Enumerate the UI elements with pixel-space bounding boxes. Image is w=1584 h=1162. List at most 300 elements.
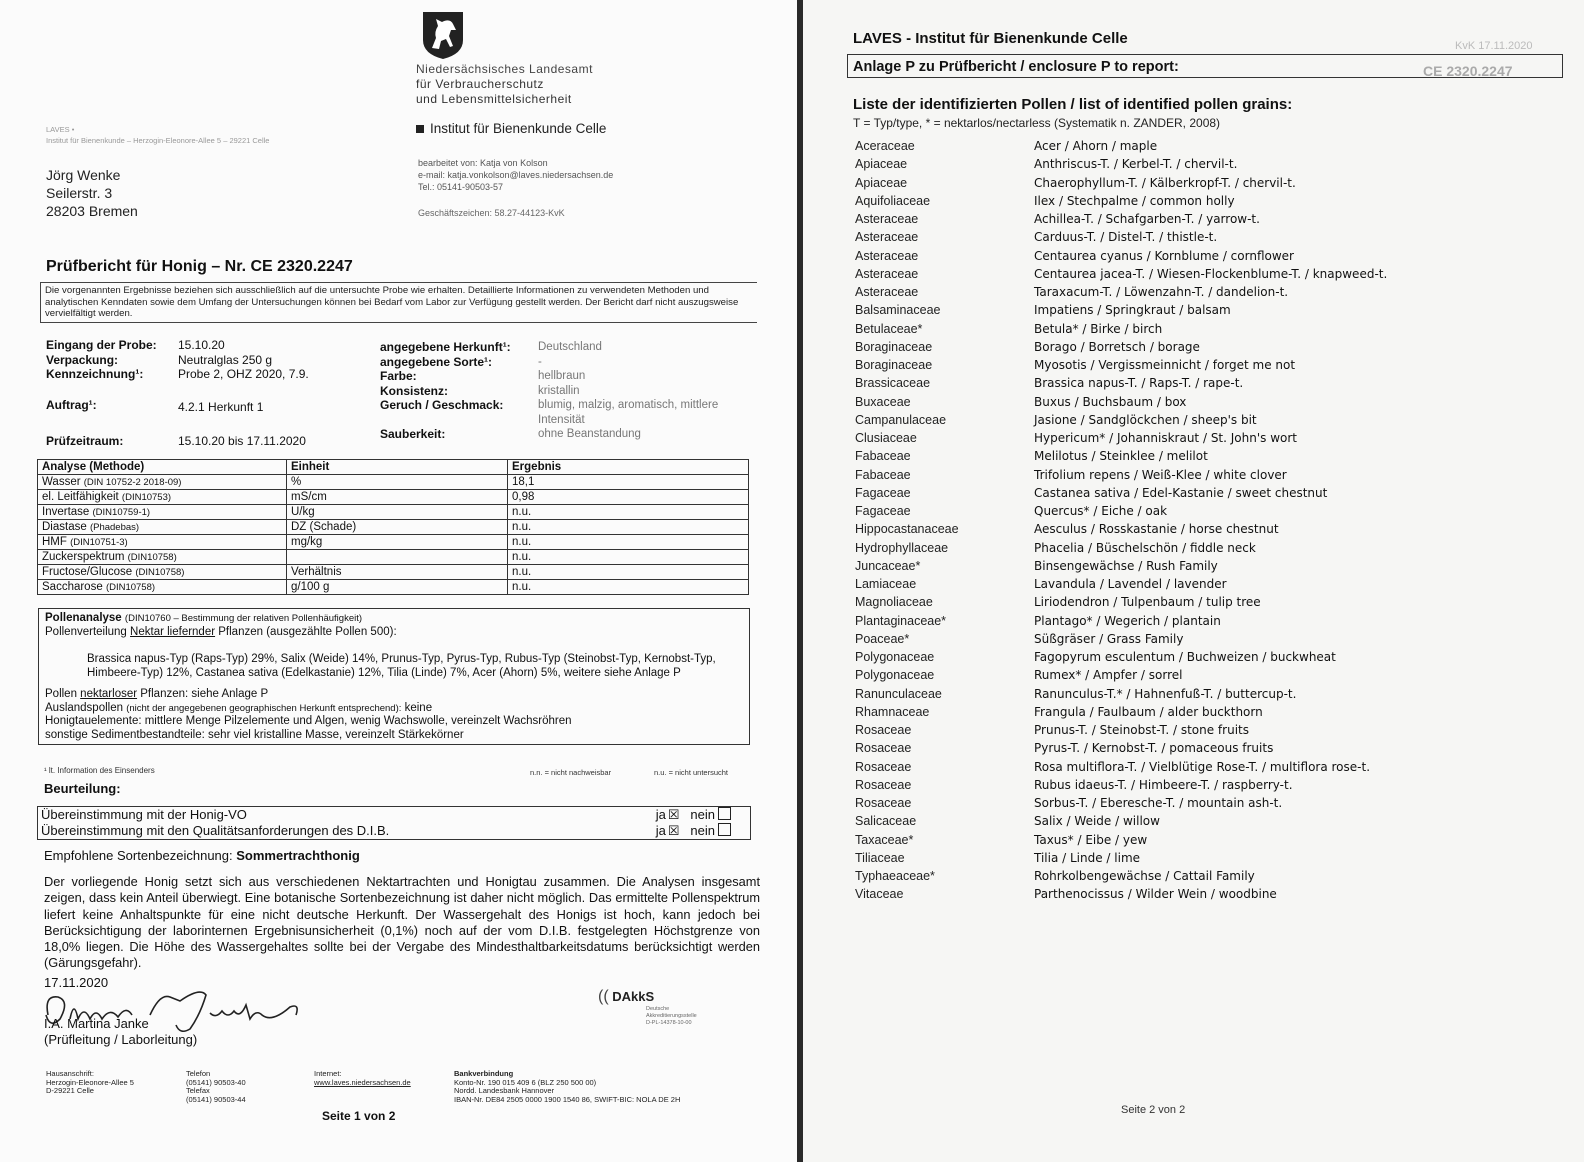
pollen-family: Typhaeaceae*: [855, 869, 935, 883]
text-part: Pflanzen (ausgezählte Pollen 500):: [218, 625, 397, 638]
conformity-row: [41, 807, 747, 823]
pollen-taxon: Prunus-T. / Steinobst-T. / stone fruits: [1034, 723, 1249, 737]
pollen-family: Asteraceae: [855, 248, 919, 263]
meta-row: [380, 398, 748, 427]
list-item: [855, 575, 1387, 593]
pollen-taxon: Trifolium repens / Weiß-Klee / white clover: [1034, 467, 1287, 482]
list-item: [855, 466, 1387, 484]
pollen-family: Fabaceae: [855, 467, 911, 482]
pollen-taxon: Rumex* / Ampfer / sorrel: [1034, 668, 1183, 683]
pollen-taxon: Liriodendron / Tulpenbaum / tulip tree: [1034, 595, 1261, 610]
page2-report-number: CE 2320.2247: [1423, 63, 1513, 79]
pollen-taxon: Binsengewächse / Rush Family: [1034, 558, 1218, 573]
analysis-method: (DIN10758): [135, 566, 185, 578]
pollen-taxon: Tilia / Linde / lime: [1034, 850, 1141, 865]
pollen-taxon: Melilotus / Steinklee / melilot: [1034, 449, 1208, 464]
page2-subheader: Anlage P zu Prüfbericht / enclosure P to report:: [853, 59, 1179, 75]
meta-key: Verpackung:: [46, 352, 119, 367]
analysis-result: n.u.: [508, 550, 749, 565]
meta-key: Sauberkeit:: [380, 427, 446, 441]
list-item: [855, 283, 1387, 301]
variety-value: Sommertrachthonig: [236, 848, 360, 863]
pollen-taxon: Parthenocissus / Wilder Wein / woodbine: [1034, 887, 1277, 902]
analysis-method: (DIN10758): [105, 581, 156, 593]
footer-line: Internet:: [314, 1069, 342, 1078]
analysis-label: Diastase: [42, 520, 87, 533]
pollen-family: Boraginaceae: [855, 339, 933, 354]
lower-saxony-horse-logo: [420, 10, 466, 60]
list-item: [855, 265, 1387, 283]
list-item: [855, 703, 1387, 721]
signer-block: [44, 1016, 197, 1048]
list-item: [855, 849, 1387, 867]
dakks-sub-line: Akkreditierungsstelle: [646, 1013, 697, 1019]
pollen-family: Poaceae*: [855, 631, 910, 646]
sample-meta-left: [46, 338, 309, 448]
list-item: [855, 228, 1387, 246]
pollen-family: Fagaceae: [855, 485, 911, 500]
recommended-variety: [44, 848, 360, 863]
list-item: [855, 484, 1387, 502]
foreign-pollen-line: [45, 702, 745, 716]
pollen-taxon: Süßgräser / Grass Family: [1034, 631, 1184, 646]
pollen-taxon: Frangula / Faulbaum / alder buckthorn: [1034, 704, 1263, 719]
list-item: [855, 831, 1387, 849]
sender-line-2: Institut für Bienenkunde – Herzogin-Eleonore-Allee 5 – 29221 Celle: [46, 136, 270, 145]
list-item: [855, 320, 1387, 338]
list-item: [855, 447, 1387, 465]
analysis-name: [38, 535, 287, 550]
analysis-result: n.u.: [508, 505, 749, 520]
meta-row: [46, 353, 309, 368]
disclaimer: Die vorgenannten Ergebnisse beziehen sich ausschließlich auf die untersuchte Probe wie erhalten. Detaillierte Informationen zu verwendeten Methoden und analytischen Kenndaten sowie dem Umfang der Untersuchungen können bei Bedarf vom Labor zur Verfügung gestellt werden. Der Bericht darf nicht auszugsweise vervielfältigt werden.: [40, 282, 757, 323]
footer-line: Telefax: [186, 1086, 210, 1095]
meta-key: Farbe:: [380, 369, 417, 383]
pollen-family: Ranunculaceae: [855, 686, 942, 701]
square-bullet-icon: [416, 125, 424, 133]
footer-phone: [186, 1070, 246, 1104]
pollen-family: Magnoliaceae: [855, 595, 933, 610]
sender-line-1: LAVES •: [46, 125, 75, 134]
pollen-family: Rhamnaceae: [855, 704, 930, 719]
meta-value: ohne Beanstandung: [538, 428, 641, 440]
pollen-taxon: Lavandula / Lavendel / lavender: [1034, 577, 1227, 591]
analysis-method: (DIN10758): [127, 551, 177, 563]
agency-line: und Lebensmittelsicherheit: [416, 92, 572, 106]
pollen-taxon: Acer / Ahorn / maple: [1034, 139, 1158, 153]
dakks-subtitle: [646, 1006, 697, 1027]
pollen-list-legend: T = Typ/type, * = nektarlos/nectarless (Systematik n. ZANDER, 2008): [853, 116, 1221, 130]
meta-key: Prüfzeitraum:: [46, 433, 124, 448]
table-row: [38, 505, 749, 520]
pollen-taxon: Plantago* / Wegerich / plantain: [1034, 613, 1221, 628]
pollen-taxon: Centaurea cyanus / Kornblume / cornflower: [1034, 248, 1294, 263]
meta-key: Auftrag¹:: [46, 397, 97, 412]
meta-key: Geruch / Geschmack:: [380, 398, 504, 412]
table-row: [38, 535, 749, 550]
meta-value: kristallin: [538, 384, 580, 397]
analysis-label: Wasser: [42, 475, 81, 488]
analysis-unit: g/100 g: [287, 580, 508, 595]
footer-line: Telefon: [186, 1069, 211, 1078]
pollen-family: Hippocastanaceae: [855, 522, 959, 537]
meta-value: Neutralglas 250 g: [178, 352, 273, 367]
footer-web: [314, 1070, 411, 1087]
table-row: [38, 520, 749, 535]
meta-key: Kennzeichnung¹:: [46, 367, 144, 381]
pollen-taxon: Salix / Weide / willow: [1034, 814, 1160, 829]
sediment-line: sonstige Sedimentbestandteile: sehr viel kristalline Masse, vereinzelt Stärkekörner: [45, 728, 464, 741]
conformity-row: [41, 823, 747, 839]
pollen-taxon: Chaerophyllum-T. / Kälberkropf-T. / chervil-t.: [1034, 175, 1296, 190]
list-item: [855, 721, 1387, 739]
pollen-taxon: Myosotis / Vergissmeinnicht / forget me not: [1034, 358, 1296, 372]
conformity-label: Übereinstimmung mit der Honig-VO: [41, 807, 247, 822]
analysis-method: (Phadebas): [89, 521, 140, 533]
analysis-method: (DIN10759-1): [92, 506, 151, 518]
pollen-taxon: Borago / Borretsch / borage: [1034, 339, 1200, 354]
analysis-name: [38, 580, 287, 595]
checked-box-icon: ☒: [667, 807, 680, 822]
footnote-nu: n.u. = nicht untersucht: [654, 768, 729, 777]
analysis-result: n.u.: [508, 520, 749, 535]
table-row: [38, 580, 749, 595]
analysis-label: Fructose/Glucose: [42, 565, 133, 578]
institute-name: [416, 121, 606, 136]
analysis-unit: U/kg: [287, 505, 508, 520]
meta-value: 15.10.20 bis 17.11.2020: [178, 433, 306, 448]
footer-bank: [454, 1070, 680, 1104]
pollen-family: Plantaginaceae*: [855, 613, 947, 628]
footer-line: (05141) 90503-40: [186, 1077, 246, 1087]
list-item: [855, 776, 1387, 794]
meta-value: -: [538, 355, 542, 368]
list-item: [855, 593, 1387, 611]
institute-label: Institut für Bienenkunde Celle: [430, 121, 607, 136]
pollen-taxon: Buxus / Buchsbaum / box: [1034, 394, 1187, 409]
pollen-family: Juncaceae*: [855, 558, 921, 573]
pollen-family: Asteraceae: [855, 285, 919, 299]
pollen-heading-bold: Pollenanalyse: [45, 612, 122, 624]
pollen-family: Vitaceae: [855, 887, 904, 902]
sender-line: [46, 124, 269, 146]
signer-role: (Prüfleitung / Laborleitung): [44, 1032, 198, 1047]
pollen-family: Fagaceae: [855, 504, 911, 518]
meta-row: [380, 340, 748, 355]
report-page-2: [803, 0, 1584, 1162]
pollen-family: Betulaceae*: [855, 321, 923, 336]
analysis-name: [38, 565, 287, 580]
analysis-unit: Verhältnis: [287, 565, 508, 580]
text-part: keine: [404, 701, 433, 714]
pollen-taxon: Quercus* / Eiche / oak: [1034, 504, 1168, 518]
footer-line: Hausanschrift:: [46, 1069, 94, 1078]
pollen-family: Rosaceae: [855, 759, 912, 774]
pollen-taxon: Aesculus / Rosskastanie / horse chestnut: [1034, 522, 1279, 537]
col-header-unit: Einheit: [287, 460, 508, 475]
agency-line: Niedersächsisches Landesamt: [416, 62, 593, 76]
pollen-taxon: Taxus* / Eibe / yew: [1034, 832, 1148, 847]
meta-row: [46, 367, 309, 382]
text-part: nektarloser: [80, 688, 138, 700]
list-item: [855, 174, 1387, 192]
meta-key: angegebene Sorte¹:: [380, 354, 493, 369]
list-item: [855, 192, 1387, 210]
signer-name: I.A. Martina Janke: [44, 1016, 149, 1031]
col-header-result: Ergebnis: [508, 460, 749, 475]
variety-label: Empfohlene Sortenbezeichnung:: [44, 848, 233, 863]
pollen-taxon: Pyrus-T. / Kernobst-T. / pomaceous fruits: [1034, 741, 1274, 756]
footnote-sender: ¹ lt. Information des Einsenders: [44, 766, 155, 775]
assessment-label: Beurteilung:: [44, 781, 121, 796]
recipient-line: Seilerstr. 3: [46, 185, 113, 201]
dakks-label: DAkkS: [612, 989, 655, 1004]
list-item: [855, 429, 1387, 447]
pollen-family: Rosaceae: [855, 796, 912, 810]
pollen-family: Taxaceae*: [855, 832, 914, 847]
text-part: Auslandspollen: [45, 701, 124, 714]
list-item: [855, 210, 1387, 228]
pollen-taxon: Brassica napus-T. / Raps-T. / rape-t.: [1034, 376, 1244, 391]
list-item: [855, 666, 1387, 684]
footnote-nn: n.n. = nicht nachweisbar: [530, 768, 612, 777]
checked-box-icon: ☒: [667, 823, 680, 838]
pollen-taxon: Rubus idaeus-T. / Himbeere-T. / raspberry-t.: [1034, 777, 1293, 792]
footer-line: IBAN-Nr. DE84 2505 0000 1900 1540 86, SWIFT-BIC: NOLA DE 2H: [454, 1094, 681, 1104]
list-item: [855, 411, 1387, 429]
pollen-family: Boraginaceae: [855, 358, 933, 372]
text-part: Pflanzen: siehe Anlage P: [140, 688, 269, 700]
pollen-taxon: Betula* / Birke / birch: [1034, 321, 1163, 336]
analysis-label: Zuckerspektrum: [42, 550, 125, 563]
analysis-table: [37, 459, 749, 595]
list-item: [855, 758, 1387, 776]
list-item: [855, 502, 1387, 520]
meta-key: Eingang der Probe:: [46, 338, 157, 352]
text-part: (nicht der angegebenen geographischen Herkunft entsprechend):: [126, 702, 402, 714]
list-item: [855, 338, 1387, 356]
analysis-unit: %: [287, 475, 508, 490]
text-part: Nektar liefernder: [130, 625, 216, 638]
pollen-taxon: Fagopyrum esculentum / Buchweizen / buckwheat: [1034, 650, 1336, 664]
pollen-family: Hydrophyllaceae: [855, 540, 949, 555]
ja-label: ja: [655, 807, 666, 822]
pollen-taxon: Rohrkolbengewächse / Cattail Family: [1034, 869, 1255, 883]
analysis-result: n.u.: [508, 580, 749, 595]
pollen-family: Apiaceae: [855, 157, 908, 172]
pollen-taxon: Hypericum* / Johanniskraut / St. John's wort: [1034, 431, 1298, 445]
analysis-result: 18,1: [508, 475, 749, 490]
pollen-family: Salicaceae: [855, 814, 917, 829]
analysis-method: (DIN10753): [121, 491, 172, 503]
meta-value: 4.2.1 Herkunft 1: [178, 399, 264, 414]
meta-value: 15.10.20: [178, 338, 225, 352]
conformity-options: [656, 807, 731, 823]
meta-value: Probe 2, OHZ 2020, 7.9.: [178, 367, 309, 381]
list-item: [855, 356, 1387, 374]
conformity-box: [37, 806, 751, 840]
list-item: [855, 794, 1387, 812]
analysis-result: n.u.: [508, 535, 749, 550]
analysis-result: n.u.: [508, 565, 749, 580]
unchecked-box-icon: [718, 807, 731, 820]
reference-number: Geschäftszeichen: 58.27-44123-KvK: [418, 208, 565, 218]
list-item: [855, 867, 1387, 885]
meta-value: Deutschland: [538, 341, 602, 353]
list-item: [855, 301, 1387, 319]
analysis-name: [38, 550, 287, 565]
list-item: [855, 630, 1387, 648]
report-date: 17.11.2020: [44, 975, 109, 990]
contact-line: e-mail: katja.vonkolson@laves.niedersachsen.de: [418, 170, 614, 180]
pollen-list: [855, 137, 1387, 904]
pollen-family: Asteraceae: [855, 212, 919, 226]
pollen-family: Buxaceae: [855, 394, 911, 409]
report-title: Prüfbericht für Honig – Nr. CE 2320.2247: [46, 258, 353, 275]
footer-line: (05141) 90503-44: [186, 1094, 246, 1104]
dakks-sub-line: Deutsche: [646, 1006, 670, 1012]
contact-block: [418, 157, 613, 193]
analysis-unit: mS/cm: [287, 490, 508, 505]
dakks-sub-line: D-PL-14378-10-00: [646, 1020, 692, 1026]
pollen-family: Asteraceae: [855, 230, 919, 245]
pollen-taxon: Ranunculus-T.* / Hahnenfuß-T. / buttercup-t.: [1034, 686, 1297, 701]
analysis-method: (DIN 10752-2 2018-09): [83, 476, 182, 488]
pollen-family: Lamiaceae: [855, 577, 917, 591]
analysis-label: Invertase: [42, 505, 90, 518]
pollen-family: Aceraceae: [855, 139, 915, 153]
analysis-result: 0,98: [508, 490, 749, 505]
pollen-family: Campanulaceae: [855, 412, 947, 427]
pollen-family: Clusiaceae: [855, 431, 917, 445]
nectarless-line: [45, 688, 745, 702]
nein-label: nein: [690, 823, 715, 838]
meta-value: hellbraun: [538, 370, 586, 382]
list-item: [855, 739, 1387, 757]
pollen-spectrum: Brassica napus-Typ (Raps-Typ) 29%, Salix (Weide) 14%, Prunus-Typ, Pyrus-Typ, Rubus-Typ (Steinobst-Typ, Kernobst-Typ, Himbeere-Typ) 12%, Castanea sativa (Edelkastanie) 12%, Tilia (Linde) 7%, Acer (Ahorn) 5%, weitere siehe Anlage P: [87, 653, 716, 679]
pollen-taxon: Anthriscus-T. / Kerbel-T. / chervil-t.: [1034, 157, 1238, 172]
table-row: [38, 475, 749, 490]
list-item: [855, 557, 1387, 575]
unchecked-box-icon: [718, 823, 731, 836]
pollen-distribution-line: [45, 626, 745, 640]
pollen-family: Tiliaceae: [855, 850, 905, 865]
footer-line: Konto-Nr. 190 015 409 6 (BLZ 250 500 00): [454, 1077, 597, 1087]
meta-row: [46, 420, 309, 449]
pollen-taxon: Taraxacum-T. / Löwenzahn-T. / dandelion-t.: [1034, 285, 1289, 299]
contact-line: bearbeitet von: Katja von Kolson: [418, 158, 548, 168]
analysis-header-row: [38, 460, 749, 475]
analysis-name: [38, 490, 287, 505]
meta-value: blumig, malzig, aromatisch, mittlere Intensität: [538, 399, 719, 426]
pollen-family: Rosaceae: [855, 741, 912, 756]
meta-row: [380, 384, 748, 399]
analysis-label: HMF: [42, 535, 67, 548]
list-item: [855, 520, 1387, 538]
pollen-taxon: Centaurea jacea-T. / Wiesen-Flockenblume-T. / knapweed-t.: [1034, 266, 1388, 281]
list-item: [855, 539, 1387, 557]
analysis-name: [38, 475, 287, 490]
list-item: [855, 393, 1387, 411]
meta-key: angegebene Herkunft¹:: [380, 340, 511, 354]
dakks-logo: (( DAkkS: [598, 988, 655, 1005]
list-item: [855, 612, 1387, 630]
agency-line: für Verbraucherschutz: [416, 77, 544, 91]
meta-row: [46, 382, 309, 420]
footer-line: Herzogin-Eleonore-Allee 5: [46, 1077, 134, 1087]
pollen-taxon: Rosa multiflora-T. / Vielblütige Rose-T. / multiflora rose-t.: [1034, 759, 1371, 774]
pollen-taxon: Sorbus-T. / Eberesche-T. / mountain ash-t.: [1034, 796, 1283, 810]
pollen-heading: [45, 612, 745, 626]
footer-line: Nordd. Landesbank Hannover: [454, 1086, 555, 1095]
conformity-options: [656, 823, 731, 839]
analysis-label: el. Leitfähigkeit: [42, 490, 119, 503]
table-row: [38, 565, 749, 580]
pollen-family: Polygonaceae: [855, 668, 935, 683]
analysis-method: (DIN10751-3): [70, 536, 128, 548]
list-item: [855, 885, 1387, 903]
list-item: [855, 812, 1387, 830]
list-item: [855, 648, 1387, 666]
honeydew-line: Honigtauelemente: mittlere Menge Pilzelemente und Algen, wenig Wachswolle, vereinzelt Wachsröhren: [45, 715, 572, 727]
pollen-heading-method: (DIN10760 – Bestimmung der relativen Pollenhäufigkeit): [124, 613, 363, 624]
footer-address: [46, 1070, 134, 1096]
page2-kvk-date: KvK 17.11.2020: [1455, 40, 1533, 52]
col-header-analysis: Analyse (Methode): [38, 460, 287, 475]
pollen-taxon: Ilex / Stechpalme / common holly: [1034, 193, 1235, 208]
pollen-family: Rosaceae: [855, 723, 912, 737]
website-link[interactable]: www.laves.niedersachsen.de: [314, 1077, 411, 1087]
text-part: Pollen: [45, 688, 77, 700]
list-item: [855, 685, 1387, 703]
list-item: [855, 155, 1387, 173]
meta-key: Konsistenz:: [380, 383, 449, 398]
pollen-family: Balsaminaceae: [855, 303, 941, 318]
assessment-text: Der vorliegende Honig setzt sich aus verschiedenen Nektartrachten und Honigtau zusammen. Die Analysen insgesamt zeigen, dass kein Anteil überwiegt. Eine botanische Sortenbezeichnung ist daher nicht möglich. Das ermittelte Pollenspektrum liefert keine Anhaltspunkte für eine nicht deutsche Herkunft. Der Wassergehalt des Honigs ist hoch, kann jedoch bei Berücksichtigung der laborinternen Ergebnisunsicherheit (0,1%) noch auf der vom D.I.B. festgelegten Höchstgrenze von 18,0% liegen. Die Höhe des Wassergehaltes sollte bei der Vergabe des Mindesthaltbarkeitsdatums berücksichtigt werden (Gärungsgefahr).: [44, 874, 760, 971]
analysis-unit: mg/kg: [287, 535, 508, 550]
analysis-label: Saccharose: [42, 580, 103, 593]
footer-line: Bankverbindung: [454, 1069, 514, 1078]
pollen-taxon: Impatiens / Springkraut / balsam: [1034, 303, 1231, 318]
list-item: [855, 247, 1387, 265]
analysis-name: [38, 520, 287, 535]
page-number: Seite 1 von 2: [322, 1109, 396, 1123]
analysis-unit: DZ (Schade): [287, 520, 508, 535]
pollen-family: Rosaceae: [855, 777, 912, 792]
meta-row: [380, 355, 748, 370]
pollen-taxon: Achillea-T. / Schafgarben-T. / yarrow-t.: [1034, 212, 1260, 226]
meta-row: [46, 338, 309, 353]
recipient-address: [46, 166, 138, 220]
conformity-label: Übereinstimmung mit den Qualitätsanforderungen des D.I.B.: [41, 823, 390, 838]
ja-label: ja: [655, 823, 666, 838]
list-item: [855, 374, 1387, 392]
pollen-family: Polygonaceae: [855, 650, 935, 664]
table-row: [38, 490, 749, 505]
contact-line: Tel.: 05141-90503-57: [418, 182, 504, 192]
pollen-analysis-box: [38, 608, 750, 745]
pollen-list-title: Liste der identifizierten Pollen / list of identified pollen grains:: [853, 96, 1293, 113]
sample-meta-right: [380, 340, 748, 442]
pollen-taxon: Jasione / Sandglöckchen / sheep's bit: [1034, 412, 1257, 427]
pollen-family: Aquifoliaceae: [855, 193, 931, 208]
recipient-line: Jörg Wenke: [46, 167, 121, 183]
page-number: Seite 2 von 2: [1121, 1104, 1186, 1116]
page2-header: LAVES - Institut für Bienenkunde Celle: [853, 30, 1128, 47]
agency-name: [416, 62, 593, 107]
footer-line: D-29221 Celle: [46, 1086, 94, 1095]
pollen-family: Brassicaceae: [855, 376, 931, 391]
